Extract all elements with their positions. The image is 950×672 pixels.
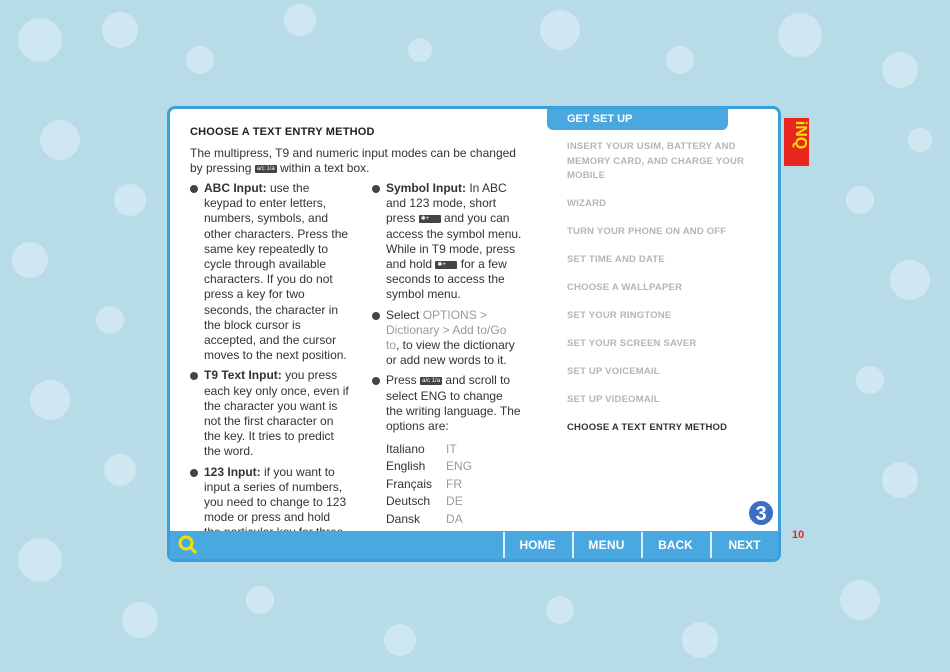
language-table (386, 440, 472, 544)
language-name: Italiano (386, 441, 425, 456)
menu-item[interactable]: SET UP VOICEMAIL (567, 366, 660, 377)
section-menu (567, 140, 757, 449)
content-card (167, 106, 781, 562)
abc-key-icon: a/c 1/a (256, 166, 275, 173)
home-button[interactable]: HOME (503, 532, 570, 558)
table-row (386, 440, 472, 457)
footer-bar (170, 531, 778, 559)
item-heading: 123 Input: (204, 464, 261, 479)
next-button[interactable]: NEXT (710, 532, 777, 558)
menu-button[interactable]: MENU (572, 532, 639, 558)
item-text: for a few seconds to access the symbol menu. (386, 257, 507, 302)
item-text: and scroll to select ENG to change the writing language. The options are: (386, 373, 521, 434)
menu-item[interactable]: SET TIME AND DATE (567, 254, 665, 265)
intro-text-b: within a text box. (280, 161, 370, 176)
list-item (372, 308, 522, 369)
list-item (372, 373, 522, 434)
inq-logo-text: iNQ (792, 120, 810, 150)
item-heading: ABC Input: (204, 181, 267, 195)
inq-logo (784, 118, 809, 166)
menu-item[interactable]: SET UP VIDEOMAIL (567, 394, 660, 405)
language-name: Deutsch (386, 494, 431, 509)
item-text: , to view the dictionary or add new words to it. (386, 338, 515, 368)
item-text: use the keypad to enter letters, numbers, symbols, and other characters. Press the same key repeatedly to cycle through available characters. If you do not press a key for two seconds, the character in the block cursor is accepted, and the cursor moves to the next position. (204, 181, 349, 363)
intro-text (190, 146, 530, 176)
item-text: you press each key only once, even if the character you want is not the first character on the key. It tries to predict the word. (204, 368, 349, 459)
language-code: IT (446, 441, 457, 456)
intro-text-a: The multipress, T9 and numeric input modes can be changed by pressing (190, 146, 516, 176)
search-icon[interactable] (178, 535, 198, 555)
table-row (386, 458, 472, 475)
language-code: ENG (446, 459, 473, 474)
item-heading: Symbol Input: (386, 181, 466, 195)
list-item (190, 181, 350, 363)
list-item (190, 368, 350, 459)
star-key-icon: ✱+ (419, 215, 441, 223)
language-name: Dansk (386, 511, 421, 526)
item-text: if you want to input a series of numbers, you need to change to 123 mode or press and hold (204, 464, 347, 525)
menu-item[interactable]: SET YOUR SCREEN SAVER (567, 338, 697, 349)
list-item (372, 181, 522, 303)
abc-key-icon: a/c 1/a (422, 378, 441, 385)
menu-item[interactable]: INSERT YOUR USIM, BATTERY AND MEMORY CARD, AND CHARGE YOUR MOBILE (567, 141, 745, 181)
item-text: and you can access the symbol menu. While in T9 mode, press and hold (386, 211, 522, 272)
star-key-icon: ✱+ (435, 261, 457, 269)
language-code: DA (446, 511, 463, 526)
language-name: English (386, 459, 426, 474)
menu-item[interactable]: SET YOUR RINGTONE (567, 310, 672, 321)
menu-item[interactable]: WIZARD (567, 198, 607, 209)
section-header[interactable]: GET SET UP (547, 108, 728, 130)
page-number: 10 (792, 529, 805, 541)
item-heading: T9 Text Input: (204, 368, 282, 383)
menu-item-active[interactable]: CHOOSE A TEXT ENTRY METHOD (567, 422, 728, 433)
page-title: CHOOSE A TEXT ENTRY METHOD (190, 126, 375, 138)
intro-block (190, 125, 530, 177)
item-text: Press (386, 373, 417, 388)
menu-item[interactable]: TURN YOUR PHONE ON AND OFF (567, 226, 727, 237)
item-text: In ABC and 123 mode, short press (386, 181, 507, 226)
language-code: DE (446, 494, 463, 509)
menu-item[interactable]: CHOOSE A WALLPAPER (567, 282, 683, 293)
three-logo-icon (748, 497, 774, 529)
menu-path: OPTIONS > Dictionary > Add to/Go to (386, 307, 507, 353)
column-left (190, 181, 350, 561)
svg-text:3: 3 (755, 503, 767, 525)
table-row (386, 492, 472, 509)
language-code: FR (446, 476, 463, 491)
item-text: Select (386, 307, 420, 322)
column-right (372, 181, 522, 545)
back-button[interactable]: BACK (641, 532, 708, 558)
table-row (386, 475, 472, 492)
table-row (386, 510, 472, 527)
language-name: Français (386, 476, 433, 491)
